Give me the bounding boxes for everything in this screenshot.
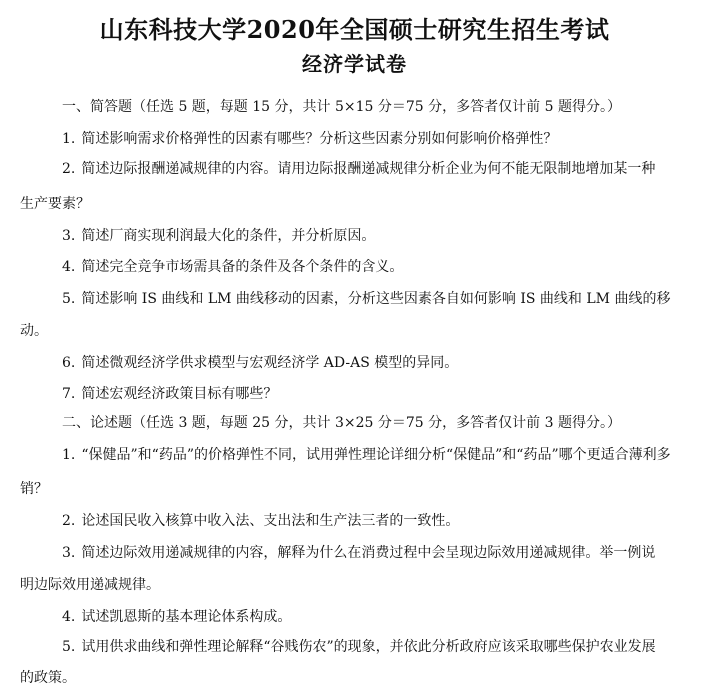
question-number: 2. xyxy=(62,161,76,177)
question-text: 简述边际报酬递减规律的内容。请用边际报酬递减规律分析企业为何不能无限制地增加某一种 xyxy=(81,161,656,177)
question-number: 3. xyxy=(62,545,76,561)
question-1-2-continuation: 生产要素？ xyxy=(20,196,90,212)
question-1-1 xyxy=(62,130,557,148)
question-number: 6. xyxy=(62,355,76,371)
question-1-4 xyxy=(62,258,403,276)
question-text: 论述国民收入核算中收入法、支出法和生产法三者的一致性。 xyxy=(81,513,460,529)
question-2-3-continuation: 明边际效用递减规律。 xyxy=(20,577,160,593)
question-text: 简述微观经济学供求模型与宏观经济学 AD-AS 模型的异同。 xyxy=(81,355,459,371)
question-number: 3. xyxy=(62,228,76,244)
question-2-2 xyxy=(62,512,459,530)
question-text: 简述影响 IS 曲线和 LM 曲线移动的因素，分析这些因素各自如何影响 IS 曲线和 LM 曲线的移 xyxy=(81,291,671,307)
question-text: 试用供求曲线和弹性理论解释“谷贱伤农”的现象，并依此分析政府应该采取哪些保护农业发展 xyxy=(81,639,656,655)
question-1-7 xyxy=(62,385,277,403)
question-text: 简述宏观经济政策目标有哪些？ xyxy=(81,386,278,402)
question-text: 简述边际效用递减规律的内容，解释为什么在消费过程中会呈现边际效用递减规律。举一例说 xyxy=(81,545,656,561)
question-2-5-continuation: 的政策。 xyxy=(20,670,76,686)
question-text: 试述凯恩斯的基本理论体系构成。 xyxy=(81,609,292,625)
question-text: “保健品”和“药品”的价格弹性不同，试用弹性理论详细分析“保健品”和“药品”哪个更适合薄利多 xyxy=(81,447,671,463)
exam-title: 山东科技大学2020年全国硕士研究生招生考试 xyxy=(99,15,610,44)
question-1-3 xyxy=(62,227,375,245)
question-1-2 xyxy=(62,160,655,178)
question-number: 1. xyxy=(62,447,76,463)
question-number: 7. xyxy=(62,386,76,402)
question-1-6 xyxy=(62,354,458,372)
question-number: 5. xyxy=(62,291,76,307)
question-2-3 xyxy=(62,544,655,562)
question-number: 4. xyxy=(62,259,76,275)
question-number: 2. xyxy=(62,513,76,529)
exam-subtitle: 经济学试卷 xyxy=(302,52,407,76)
section-heading-essay: 二、论述题（任选 3 题，每题 25 分，共计 3×25 分＝75 分，多答者仅计前 3 题得分。） xyxy=(62,415,621,431)
question-text: 简述完全竞争市场需具备的条件及各个条件的含义。 xyxy=(81,259,404,275)
question-number: 1. xyxy=(62,131,76,147)
question-1-5 xyxy=(62,290,670,308)
question-2-1-continuation: 销？ xyxy=(20,481,48,497)
section-heading-short-answer: 一、简答题（任选 5 题，每题 15 分，共计 5×15 分＝75 分，多答者仅计前 5 题得分。） xyxy=(62,99,621,115)
question-text: 简述影响需求价格弹性的因素有哪些？分析这些因素分别如何影响价格弹性？ xyxy=(81,131,558,147)
question-1-5-continuation: 动。 xyxy=(20,323,48,339)
question-2-5 xyxy=(62,638,656,656)
question-2-1 xyxy=(62,446,671,464)
question-text: 简述厂商实现利润最大化的条件，并分析原因。 xyxy=(81,228,376,244)
question-2-4 xyxy=(62,608,291,626)
question-number: 4. xyxy=(62,609,76,625)
question-number: 5. xyxy=(62,639,76,655)
